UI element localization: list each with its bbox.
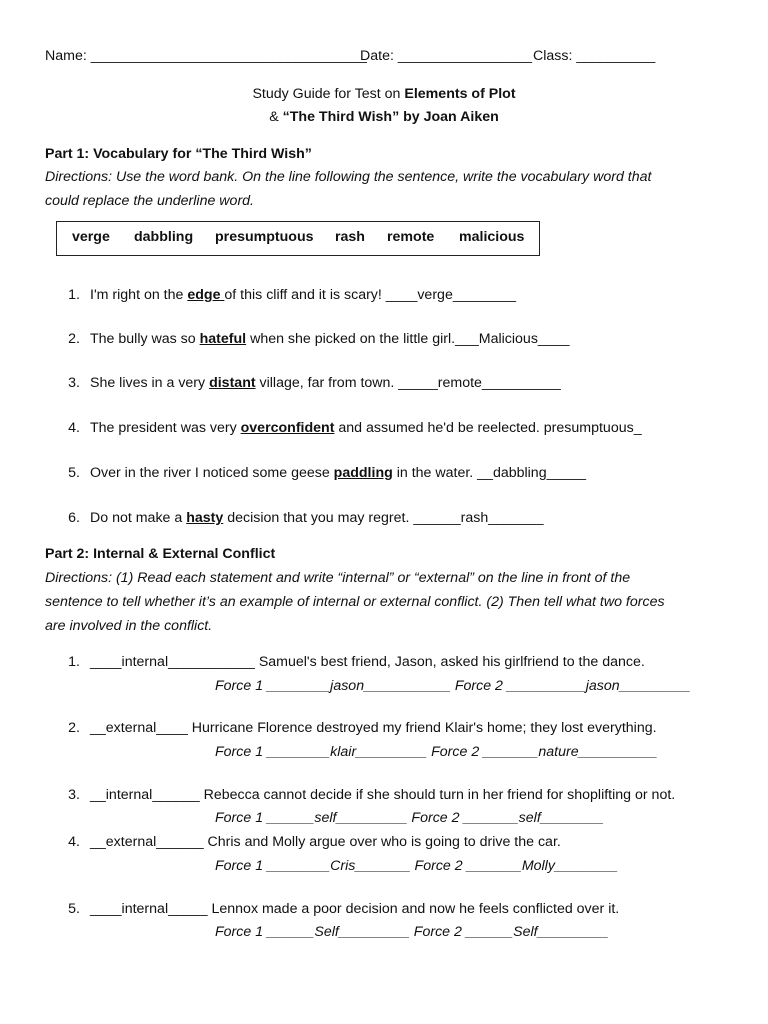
part1-directions-1: Directions: Use the word bank. On the line following the sentence, write the vocabulary word that — [45, 169, 652, 185]
underlined-word: hateful — [199, 331, 247, 347]
item-number: 5. — [68, 901, 80, 917]
underlined-word: hasty — [186, 510, 224, 526]
conflict-forces: Force 1 ______self_________ Force 2 _______self________ — [215, 810, 604, 826]
item-text: The bully was so hateful when she picked on the little girl.___Malicious____ — [90, 331, 570, 347]
conflict-forces: Force 1 ______Self_________ Force 2 ______Self_________ — [215, 924, 609, 940]
part1-heading: Part 1: Vocabulary for “The Third Wish” — [45, 146, 312, 162]
item-text: Over in the river I noticed some geese paddling in the water. __dabbling_____ — [90, 465, 587, 481]
word-bank-item: rash — [335, 229, 365, 245]
title-prefix: Study Guide for Test on — [252, 86, 405, 102]
conflict-statement: ____internal___________ Samuel's best friend, Jason, asked his girlfriend to the dance. — [90, 654, 645, 670]
title-topic: Elements of Plot — [404, 86, 516, 102]
item-number: 4. — [68, 420, 80, 436]
underlined-word: distant — [209, 375, 256, 391]
underlined-word: paddling — [333, 465, 393, 481]
title-line-2 — [0, 109, 768, 125]
class-field[interactable]: Class: __________ — [533, 48, 656, 64]
name-field[interactable]: Name: ___________________________________ — [45, 48, 367, 64]
item-number: 5. — [68, 465, 80, 481]
title-amp: & — [269, 109, 283, 125]
item-number: 3. — [68, 375, 80, 391]
word-bank-item: verge — [72, 229, 110, 245]
word-bank-item: malicious — [459, 229, 525, 245]
date-field[interactable]: Date: _________________ — [360, 48, 532, 64]
conflict-forces: Force 1 ________klair_________ Force 2 _______nature__________ — [215, 744, 658, 760]
conflict-statement: __external______ Chris and Molly argue over who is going to drive the car. — [90, 834, 561, 850]
title-story: “The Third Wish” by Joan Aiken — [282, 109, 499, 125]
conflict-statement: __external____ Hurricane Florence destroyed my friend Klair's home; they lost everything. — [90, 720, 657, 736]
word-bank-item: dabbling — [134, 229, 194, 245]
part2-directions-3: are involved in the conflict. — [45, 618, 213, 634]
item-number: 2. — [68, 720, 80, 736]
underlined-word: edge — [187, 287, 225, 303]
word-bank-item: remote — [387, 229, 435, 245]
item-number: 1. — [68, 654, 80, 670]
part1-directions-2: could replace the underline word. — [45, 193, 255, 209]
item-number: 6. — [68, 510, 80, 526]
item-text: The president was very overconfident and assumed he'd be reelected. presumptuous_ — [90, 420, 642, 436]
item-number: 3. — [68, 787, 80, 803]
item-number: 2. — [68, 331, 80, 347]
part2-heading: Part 2: Internal & External Conflict — [45, 546, 276, 562]
word-bank-item: presumptuous — [215, 229, 314, 245]
item-number: 1. — [68, 287, 80, 303]
item-number: 4. — [68, 834, 80, 850]
part2-directions-1: Directions: (1) Read each statement and write “internal” or “external” on the line in front of the — [45, 570, 631, 586]
word-bank — [56, 221, 540, 256]
conflict-statement: __internal______ Rebecca cannot decide if she should turn in her friend for shoplifting or not. — [90, 787, 676, 803]
underlined-word: overconfident — [240, 420, 335, 436]
item-text: She lives in a very distant village, far from town. _____remote__________ — [90, 375, 561, 391]
conflict-forces: Force 1 ________Cris_______ Force 2 _______Molly________ — [215, 858, 619, 874]
conflict-statement: ____internal_____ Lennox made a poor decision and now he feels conflicted over it. — [90, 901, 620, 917]
item-text: Do not make a hasty decision that you may regret. ______rash_______ — [90, 510, 544, 526]
part2-directions-2: sentence to tell whether it’s an example of internal or external conflict. (2) Then tell what two forces — [45, 594, 665, 610]
title-line-1 — [0, 86, 768, 102]
item-text: I'm right on the edge of this cliff and it is scary! ____verge________ — [90, 287, 516, 303]
conflict-forces: Force 1 ________jason___________ Force 2 __________jason_________ — [215, 678, 691, 694]
